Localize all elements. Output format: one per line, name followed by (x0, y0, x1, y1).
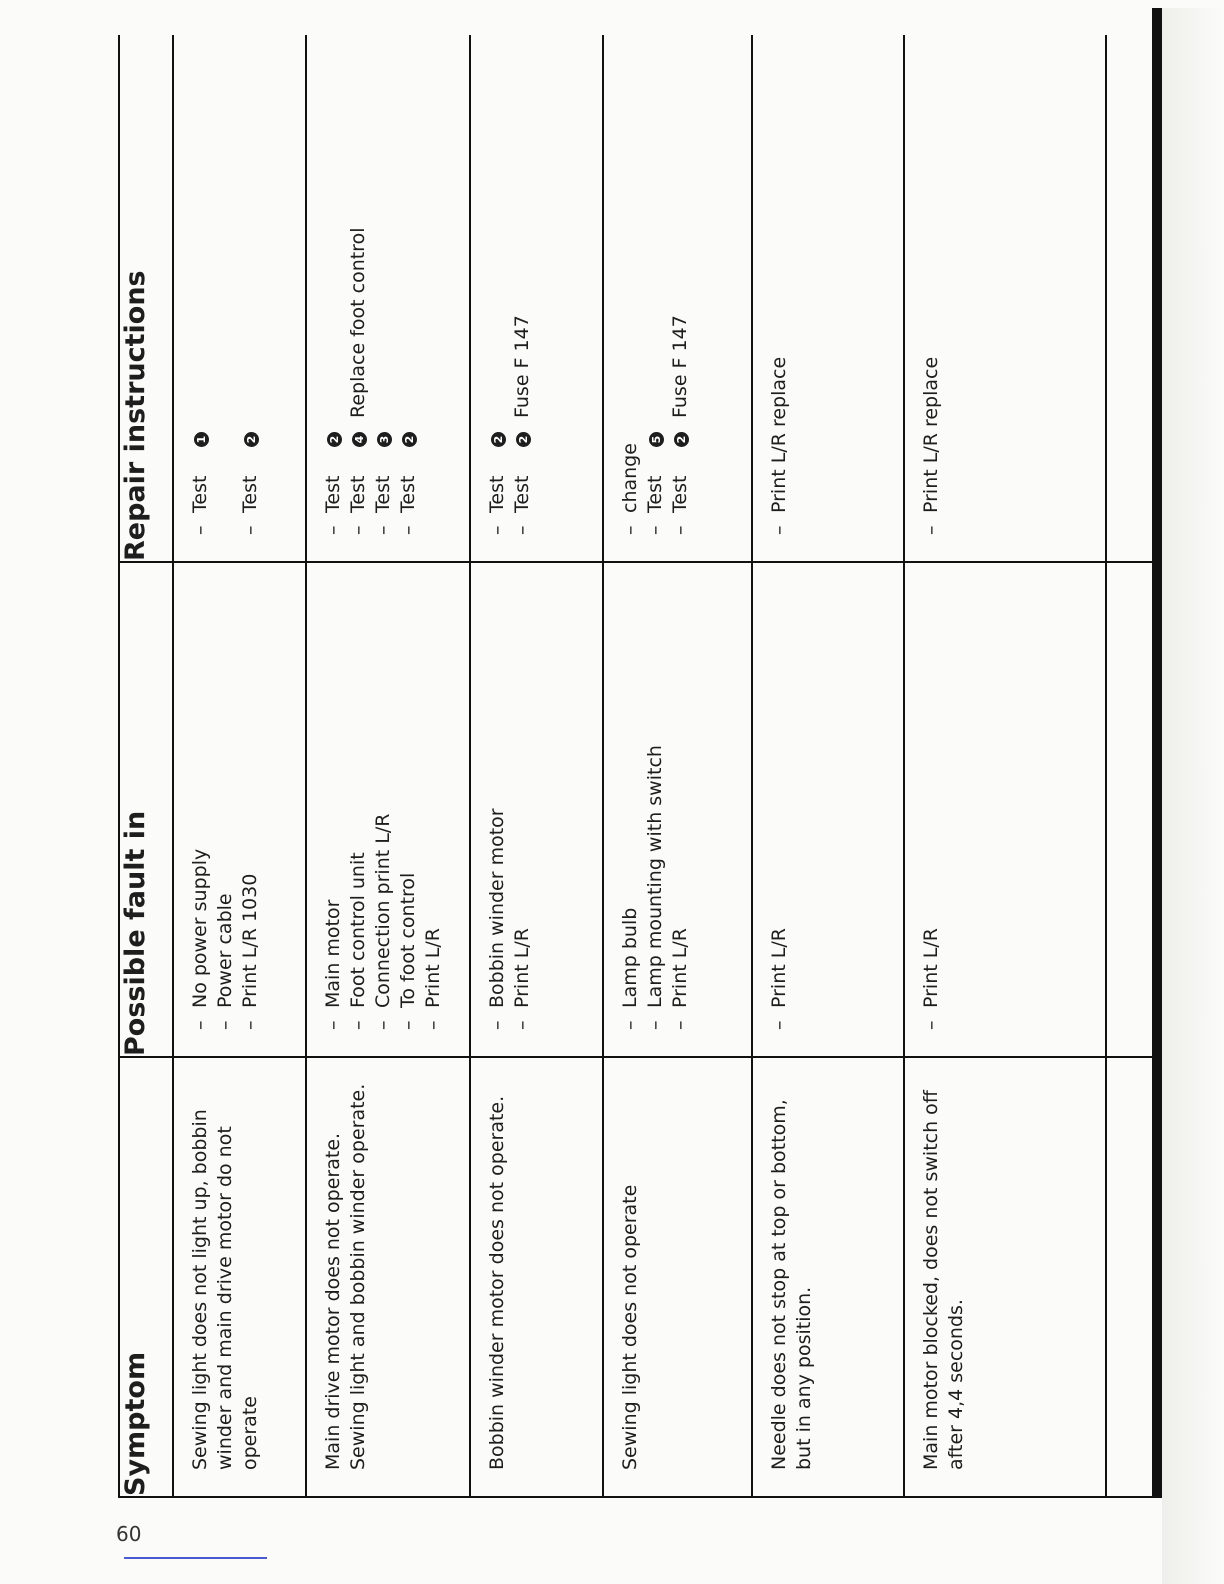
symptom-cell (603, 1057, 752, 1497)
repair-cell (306, 35, 470, 562)
page-number: 60 (116, 1522, 142, 1546)
test-number-icon: 4 (352, 432, 367, 447)
test-number-icon: 2 (516, 432, 531, 447)
repair-item: –Print L/R replace (768, 356, 790, 535)
fault-item: –Power cable (214, 893, 236, 1030)
symptom-cell (173, 1057, 306, 1497)
symptom-text: Bobbin winder motor does not operate. (486, 1095, 508, 1470)
fault-item: –No power supply (189, 848, 211, 1030)
symptom-text: Main motor blocked, does not switch off after 4,4 seconds. (920, 1090, 967, 1470)
fault-cell (470, 562, 603, 1057)
fault-table-wrapper (118, 35, 1158, 1498)
table-row (173, 35, 306, 1497)
repair-cell (904, 35, 1106, 562)
header-repair-instructions: Repair instructions (119, 35, 173, 562)
repair-cell (752, 35, 904, 562)
fault-item: –Connection print L/R (372, 813, 394, 1030)
fault-item: –Print L/R (669, 928, 691, 1030)
repair-item: –Test3 (371, 55, 396, 535)
repair-cell (470, 35, 603, 562)
fault-item: –Lamp bulb (619, 907, 641, 1030)
fault-item: –Print L/R 1030 (239, 873, 261, 1030)
table-row (306, 35, 470, 1497)
symptom-cell (752, 1057, 904, 1497)
test-number-icon: 5 (649, 432, 664, 447)
repair-item: –Test5 (643, 55, 668, 535)
fault-item: –To foot control (397, 872, 419, 1030)
page-edge-shadow (1162, 8, 1224, 1584)
repair-cell (603, 35, 752, 562)
symptom-text: Sewing light does not operate (619, 1184, 641, 1470)
repair-item: –Test2Fuse F 147 (669, 315, 691, 535)
symptom-cell (470, 1057, 603, 1497)
repair-cell (173, 35, 306, 562)
empty-cell (1106, 562, 1158, 1057)
rotated-table (118, 35, 1158, 1498)
header-possible-fault: Possible fault in (119, 562, 173, 1057)
table-row (752, 35, 904, 1497)
fault-item: –Print L/R (920, 928, 942, 1030)
fault-table (118, 35, 1158, 1498)
test-number-icon: 1 (194, 432, 209, 447)
fault-cell (752, 562, 904, 1057)
symptom-text: Main drive motor does not operate. Sewing light and bobbin winder operate. (322, 1083, 369, 1470)
test-number-icon: 2 (402, 432, 417, 447)
fault-item: –Bobbin winder motor (486, 808, 508, 1030)
repair-item: –change (619, 443, 641, 535)
test-number-icon: 2 (327, 432, 342, 447)
test-number-icon: 2 (244, 432, 259, 447)
test-number-icon: 3 (377, 432, 392, 447)
empty-cell (1106, 35, 1158, 562)
test-number-icon: 2 (491, 432, 506, 447)
fault-item: –Print L/R (511, 928, 533, 1030)
repair-item: –Test4Replace foot control (347, 227, 369, 535)
table-row (470, 35, 603, 1497)
fault-cell (173, 562, 306, 1057)
fault-cell (904, 562, 1106, 1057)
empty-cell (1106, 1057, 1158, 1497)
fault-item: –Print L/R (768, 928, 790, 1030)
table-row-empty (1106, 35, 1158, 1497)
symptom-text: Sewing light does not light up, bobbin winder and main drive motor do not operate (189, 1109, 261, 1470)
header-row (119, 35, 173, 1497)
repair-item: –Test2Fuse F 147 (511, 315, 533, 535)
symptom-text: Needle does not stop at top or bottom, but in any position. (768, 1099, 815, 1470)
repair-item: –Print L/R replace (920, 356, 942, 535)
repair-item: –Test2 (238, 55, 263, 535)
fault-item: –Lamp mounting with switch (644, 745, 666, 1030)
symptom-cell (306, 1057, 470, 1497)
fault-cell (306, 562, 470, 1057)
page-underline (124, 1557, 267, 1559)
table-row (904, 35, 1106, 1497)
fault-item: –Main motor (322, 899, 344, 1030)
header-symptom: Symptom (119, 1057, 173, 1497)
test-number-icon: 2 (674, 432, 689, 447)
fault-cell (603, 562, 752, 1057)
table-row (603, 35, 752, 1497)
symptom-cell (904, 1057, 1106, 1497)
repair-item: –Test2 (396, 55, 421, 535)
repair-item: –Test2 (321, 55, 346, 535)
repair-item: –Test2 (485, 55, 510, 535)
fault-item: –Print L/R (422, 928, 444, 1030)
fault-item: –Foot control unit (347, 852, 369, 1030)
repair-item: –Test1 (188, 55, 213, 535)
